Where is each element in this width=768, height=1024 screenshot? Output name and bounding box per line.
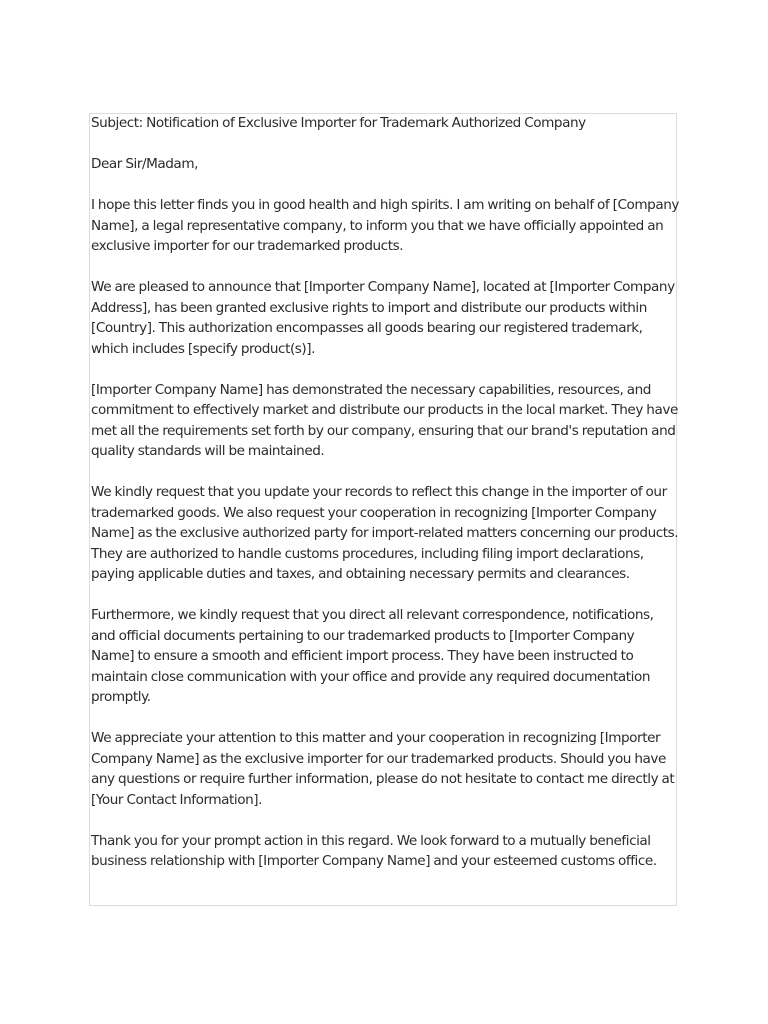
paragraph-capabilities: [Importer Company Name] has demonstrated the necessary capabilities, resources, and commitment to effectively market and distribute our products in the local market. They have met all the requirements set forth by our company, ensuring that our brand's reputation and quality standards will be maintained. (91, 381, 678, 459)
letter-body (91, 113, 679, 872)
letter-subject: Subject: Notification of Exclusive Importer for Trademark Authorized Company (91, 115, 586, 131)
paragraph-records-request: We kindly request that you update your records to reflect this change in the importer of our trademarked goods. We also request your cooperation in recognizing [Importer Company Name] as the exclusive authorized party for import-related matters concerning our products. They are authorized to handle customs procedures, including filing import declarations, paying applicable duties and taxes, and obtaining necessary permits and clearances. (91, 484, 679, 582)
paragraph-correspondence: Furthermore, we kindly request that you direct all relevant correspondence, notifications, and official documents pertaining to our trademarked products to [Importer Company Name] to ensure a smooth and efficient import process. They have been instructed to maintain close communication with your office and provide any required documentation promptly. (91, 607, 654, 705)
paragraph-announcement: We are pleased to announce that [Importer Company Name], located at [Importer Company Address], has been granted exclusive rights to import and distribute our products within [Country]. This authorization encompasses all goods bearing our registered trademark, which includes [specify product(s)]. (91, 279, 675, 357)
paragraph-appreciation: We appreciate your attention to this matter and your cooperation in recognizing [Importer Company Name] as the exclusive importer for our trademarked products. Should you have any questions or require further information, please do not hesitate to contact me directly at [Your Contact Information]. (91, 730, 675, 808)
letter-salutation: Dear Sir/Madam, (91, 156, 198, 172)
paragraph-closing: Thank you for your prompt action in this regard. We look forward to a mutually beneficial business relationship with [Importer Company Name] and your esteemed customs office. (91, 832, 657, 869)
paragraph-intro: I hope this letter finds you in good health and high spirits. I am writing on behalf of [Company Name], a legal representative company, to inform you that we have officially appointed an exclusive importer for our trademarked products. (91, 197, 679, 254)
